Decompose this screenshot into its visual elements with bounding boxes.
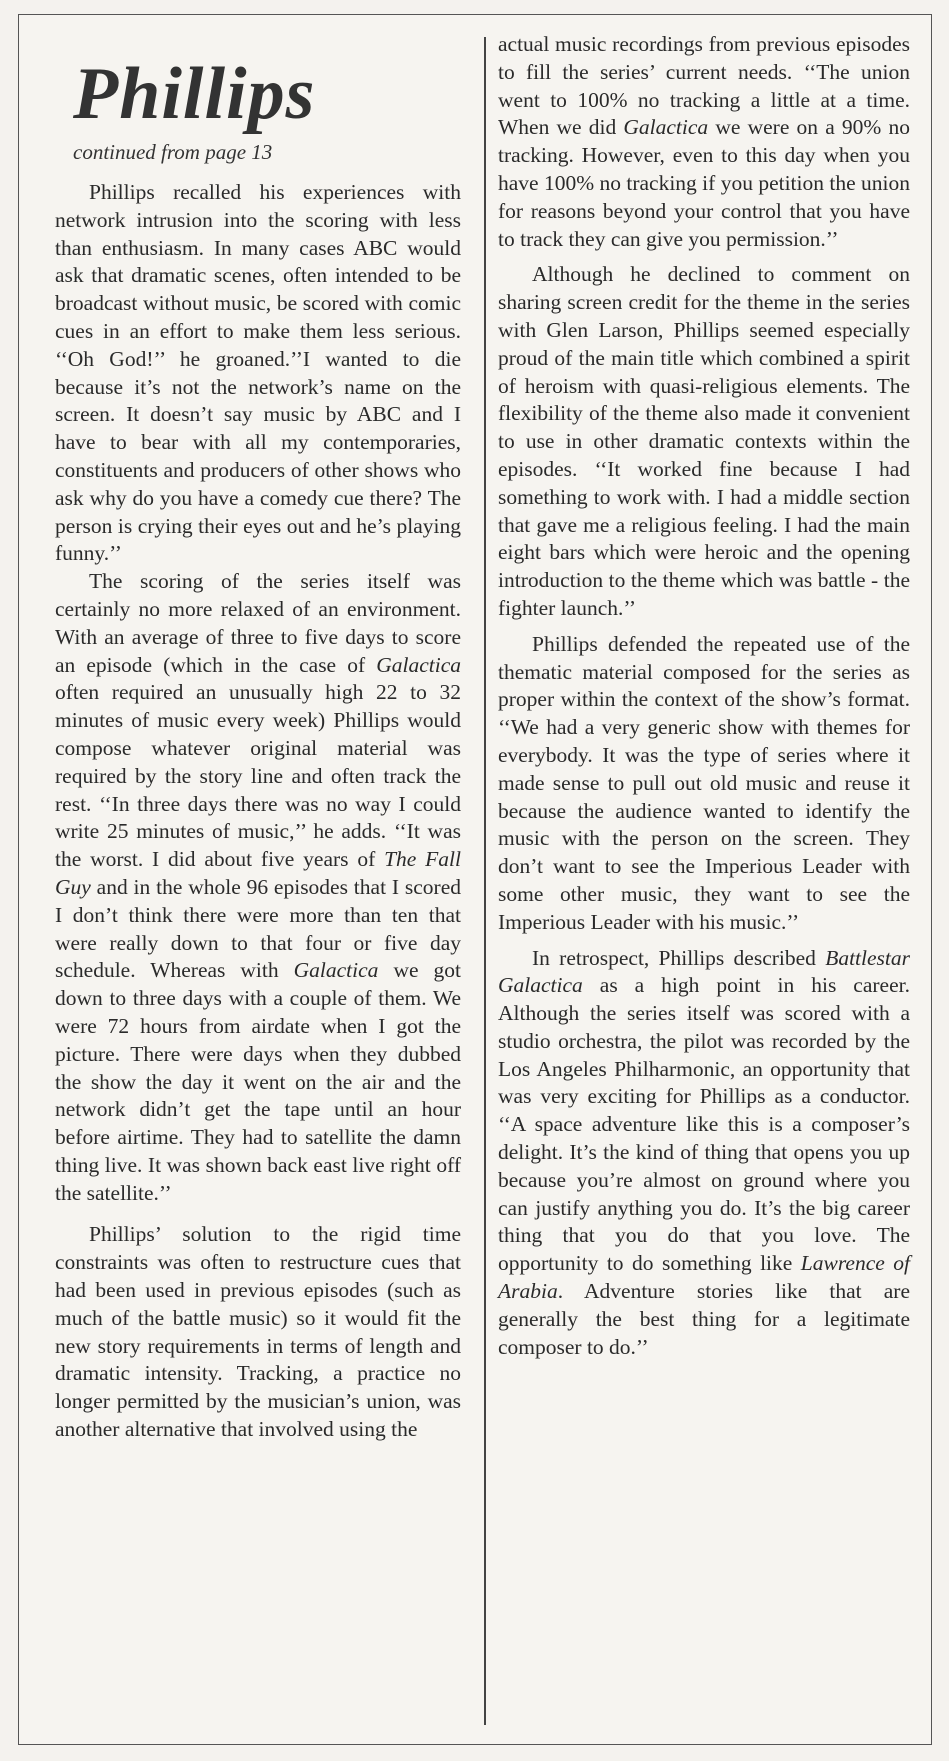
left-column [55, 51, 461, 1444]
show-title: Galactica [293, 958, 379, 983]
article-page [18, 14, 932, 1745]
show-title: Battlestar Galactica [498, 945, 910, 998]
paragraph: Phillips defended the repeated use of the thematic material composed for the series as proper within the context of the show’s format. ‘‘We had a very generic show with themes for everybody. It was the type of series where it made sense to pull out old music and reuse it because the audience wanted to identify the music with the person on the screen. They don’t want to see the Imperious Leader with some other music, they want to see the Imperious Leader with his music.’’ [498, 631, 910, 934]
continued-note: continued from page 13 [73, 140, 273, 164]
paragraph: In retrospect, Phillips described Battlestar Galactica as a high point in his career. Although the series itself was scored with a studio orchestra, the pilot was recorded by the Los Angeles Philharmonic, an opportunity that was very exciting for Phillips as a conductor. ‘‘A space adventure like this is a composer’s delight. It’s the kind of thing that opens you up because you’re almost on ground where you can justify anything you do. It’s the big career thing that you do that you love. The opportunity to do something like Lawrence of Arabia. Adventure stories like that are generally the best thing for a legitimate composer to do.’’ [498, 945, 910, 1359]
paragraph: The scoring of the series itself was certainly no more relaxed of an environment. With an average of three to five days to score an episode (which in the case of Galactica often required an unusually high 22 to 32 minutes of music every week) Phillips would compose whatever original material was required by the story line and often track the rest. ‘‘In three days there was no way I could write 25 minutes of music,’’ he adds. ‘‘It was the worst. I did about five years of The Fall Guy and in the whole 96 episodes that I scored I don’t think there were more than ten that were really down to that four or five day schedule. Whereas with Galactica we got down to three days with a couple of them. We were 72 hours from airdate when I got the picture. There were days when they dubbed the show the day it went on the air and the network didn’t get the tape until an hour before airtime. They had to satellite the damn thing live. It was shown back east live right off the satellite.’’ [55, 569, 461, 1205]
paragraph: Although he declined to comment on sharing screen credit for the theme in the series with Glen Larson, Phillips seemed especially proud of the main title which combined a spirit of heroism with quasi-religious elements. The flexibility of the theme also made it convenient to use in other dramatic contexts within the episodes. ‘‘It worked fine because I had something to work with. I had a middle section that gave me a religious feeling. I had the main eight bars which were heroic and the opening introduction to the theme which was battle - the fighter launch.’’ [498, 262, 910, 620]
show-title: Galactica [376, 652, 461, 677]
paragraph: Phillips recalled his experiences with network intrusion into the scoring with less than enthusiasm. In many cases ABC would ask that dramatic scenes, often intended to be broadcast without music, be scored with comic cues in an effort to make them less serious. ‘‘Oh God!’’ he groaned.’’I wanted to die because it’s not the network’s name on the screen. It doesn’t say music by ABC and I have to bear with all my contemporaries, constituents and producers of other shows who ask why do you have a comedy cue there? The person is crying their eyes out and he’s playing funny.’’ [55, 180, 461, 566]
right-column [498, 31, 910, 1361]
article-title: Phillips [73, 53, 316, 135]
film-title: Lawrence of Arabia [498, 1251, 910, 1304]
show-title: Galactica [623, 115, 709, 140]
paragraph: Phillips’ solution to the rigid time constraints was often to restructure cues that had been used in previous episodes (such as much of the battle music) so it would fit the new story requirements in terms of length and dramatic intensity. Tracking, a practice no longer permitted by the musician’s union, was another alternative that involved using the [55, 1222, 461, 1442]
column-divider [484, 37, 486, 1725]
show-title: The Fall Guy [55, 847, 461, 899]
paragraph: actual music recordings from previous episodes to fill the series’ current needs. ‘‘The union went to 100% no tracking a little at a time. When we did Galactica we were on a 90% no tracking. However, even to this day when you have 100% no tracking if you petition the union for reasons beyond your control that you have to track they can give you permission.’’ [498, 32, 910, 251]
